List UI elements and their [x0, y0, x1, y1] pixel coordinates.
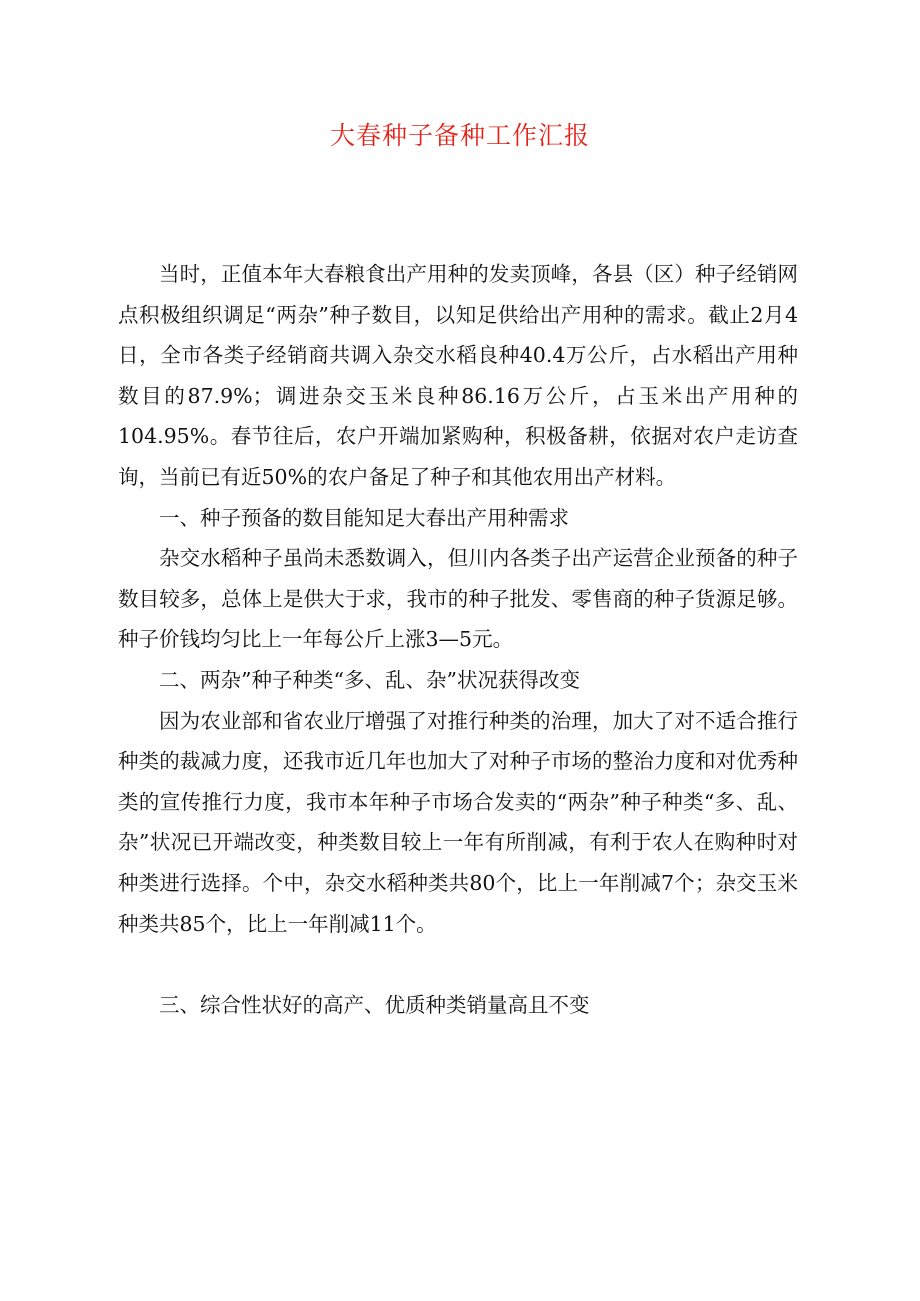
section-heading-1: 一、种子预备的数目能知足大春出产用种需求	[159, 505, 569, 530]
document-title: 大春种子备种工作汇报	[329, 121, 590, 150]
paragraph-gap	[118, 944, 798, 985]
section-paragraph-2: 因为农业部和省农业厅增强了对推行种类的治理，加大了对不适合推行种类的裁减力度，还我市近几年也加大了对种子市场的整治力度和对优秀种类的宣传推行力度，我市本年种子市场合发卖的“两杂”种子种类“多、乱、杂”状况已开端改变，种类数目较上一年有所削减，有利于农人在购种时对种类进行选择。个中，杂交水稻种类共80个，比上一年削减7个；杂交玉米种类共85个，比上一年削减11个。	[118, 708, 798, 936]
section-paragraph-1: 杂交水稻种子虽尚未悉数调入，但川内各类子出产运营企业预备的种子数目较多，总体上是供大于求，我市的种子批发、零售商的种子货源足够。种子价钱均匀比上一年每公斤上涨3—5元。	[118, 546, 798, 652]
intro-paragraph: 当时，正值本年大春粮食出产用种的发卖顶峰，各县（区）种子经销网点积极组织调足“两杂”种子数目，以知足供给出产用种的需求。截止2月4日，全市各类子经销商共调入杂交水稻良种40.4万公斤，占水稻出产用种数目的87.9%；调进杂交玉米良种86.16万公斤，占玉米出产用种的104.95%。春节往后，农户开端加紧购种，积极备耕，依据对农户走访查询，当前已有近50%的农户备足了种子和其他农用出产材料。	[118, 262, 798, 489]
document-body	[118, 254, 798, 1025]
section-heading-2: 二、两杂”种子种类“多、乱、杂”状况获得改变	[159, 667, 580, 692]
section-heading-3: 三、综合性状好的高产、优质种类销量高且不变	[159, 992, 590, 1017]
